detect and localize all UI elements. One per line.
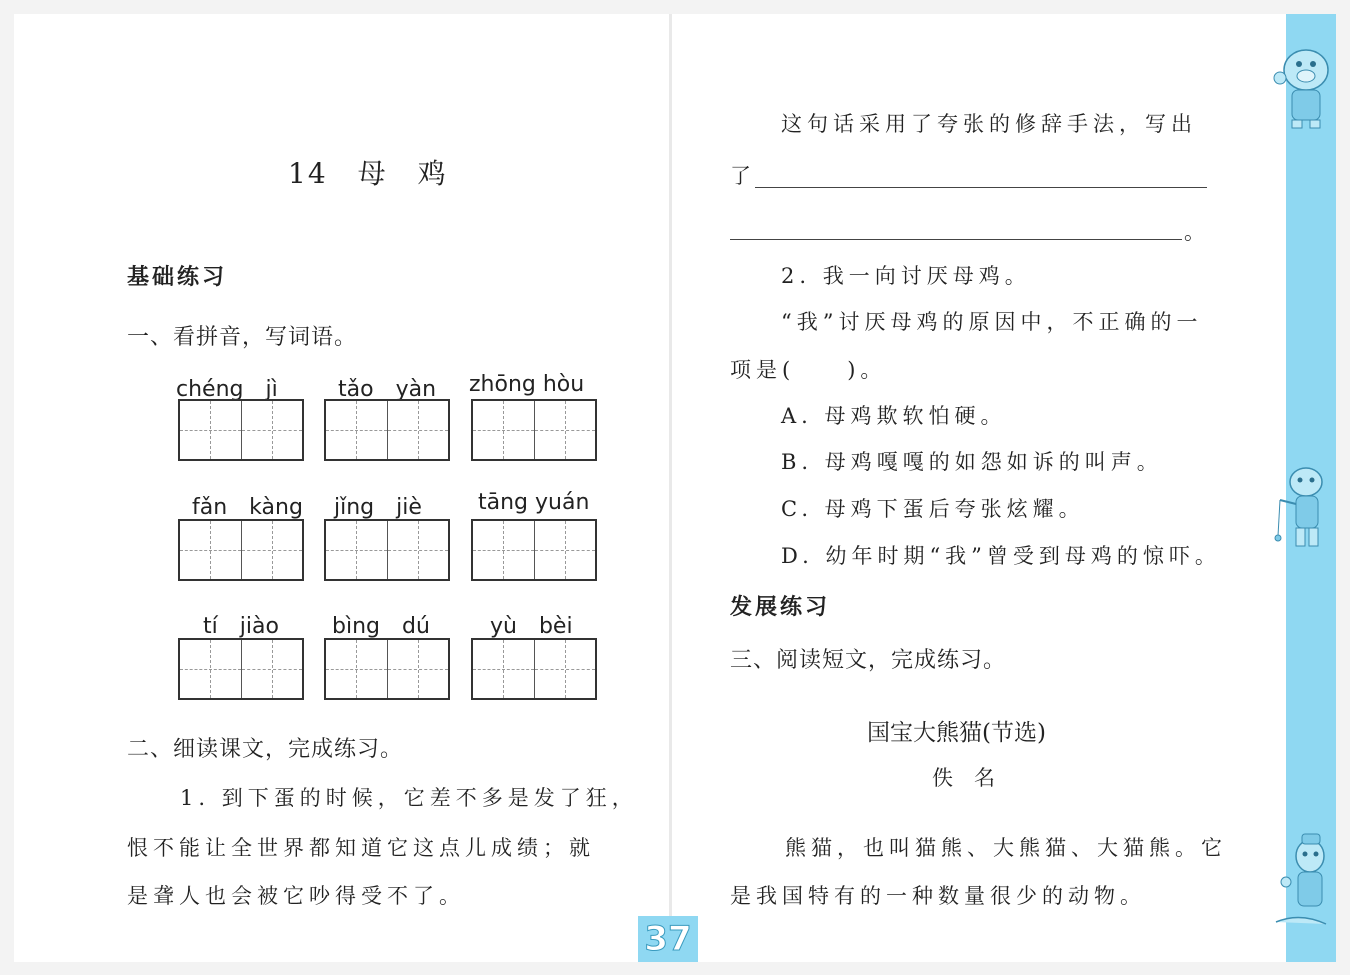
item-2-text: 2. 我一向讨厌母鸡。	[781, 264, 1031, 288]
pinyin-label: tí jiào	[203, 614, 279, 639]
answer-blank-line[interactable]	[730, 239, 1182, 240]
writing-grid[interactable]	[178, 638, 304, 700]
writing-grid[interactable]	[324, 519, 450, 581]
pinyin-label: tāng yuán	[478, 490, 590, 515]
item-2-question-line: 项是( )。	[730, 358, 887, 382]
pinyin-label: yù bèi	[490, 614, 573, 639]
item-2-question-line: “我”讨厌母鸡的原因中，不正确的一	[781, 310, 1203, 334]
section-basic-heading: 基础练习	[127, 265, 228, 290]
right-page	[672, 14, 1286, 962]
passage-title: 国宝大熊猫(节选)	[867, 720, 1046, 746]
option-a[interactable]: A. 母鸡欺软怕硬。	[781, 404, 1007, 428]
answer-suffix: 。	[1184, 220, 1210, 244]
cat-yoyo-mascot-icon	[1270, 460, 1336, 555]
passage-author: 佚 名	[932, 766, 995, 790]
writing-grid[interactable]	[178, 519, 304, 581]
passage-line: 熊猫，也叫猫熊、大熊猫、大猫熊。它	[785, 836, 1227, 860]
pinyin-label: bìng dú	[332, 614, 430, 639]
writing-grid[interactable]	[471, 519, 597, 581]
pig-mascot-icon	[1270, 40, 1336, 135]
option-b[interactable]: B. 母鸡嘎嘎的如怨如诉的叫声。	[781, 450, 1163, 474]
answer-prefix: 了	[730, 164, 756, 188]
pinyin-label: chéng jì	[176, 377, 278, 402]
pinyin-label: tǎo yàn	[338, 377, 437, 402]
q2-text-line: 恨不能让全世界都知道它这点儿成绩；就	[127, 836, 595, 860]
writing-grid[interactable]	[471, 399, 597, 461]
writing-grid[interactable]	[324, 399, 450, 461]
writing-grid[interactable]	[178, 399, 304, 461]
page-number: 37	[638, 916, 698, 962]
lesson-title: 14 母 鸡	[288, 157, 448, 190]
pinyin-label: zhōng hòu	[469, 372, 585, 397]
q2-text-line: 1. 到下蛋的时候，它差不多是发了狂，	[180, 786, 638, 810]
option-d[interactable]: D. 幼年时期“我”曾受到母鸡的惊吓。	[781, 544, 1221, 568]
q2-text-line: 是聋人也会被它吵得受不了。	[127, 884, 465, 908]
question-3-heading: 三、阅读短文，完成练习。	[730, 648, 1007, 673]
writing-grid[interactable]	[471, 638, 597, 700]
rhetoric-question-line: 这句话采用了夸张的修辞手法，写出	[781, 112, 1197, 136]
option-c[interactable]: C. 母鸡下蛋后夸张炫耀。	[781, 497, 1085, 521]
mouse-mascot-icon	[1270, 830, 1336, 930]
section-develop-heading: 发展练习	[730, 595, 831, 620]
answer-blank-line[interactable]	[755, 187, 1207, 188]
pinyin-label: jǐng jiè	[334, 495, 422, 520]
passage-line: 是我国特有的一种数量很少的动物。	[730, 884, 1146, 908]
writing-grid[interactable]	[324, 638, 450, 700]
pinyin-label: fǎn kàng	[192, 495, 303, 520]
question-2-heading: 二、细读课文，完成练习。	[127, 737, 404, 762]
question-1-heading: 一、看拼音，写词语。	[127, 325, 358, 350]
